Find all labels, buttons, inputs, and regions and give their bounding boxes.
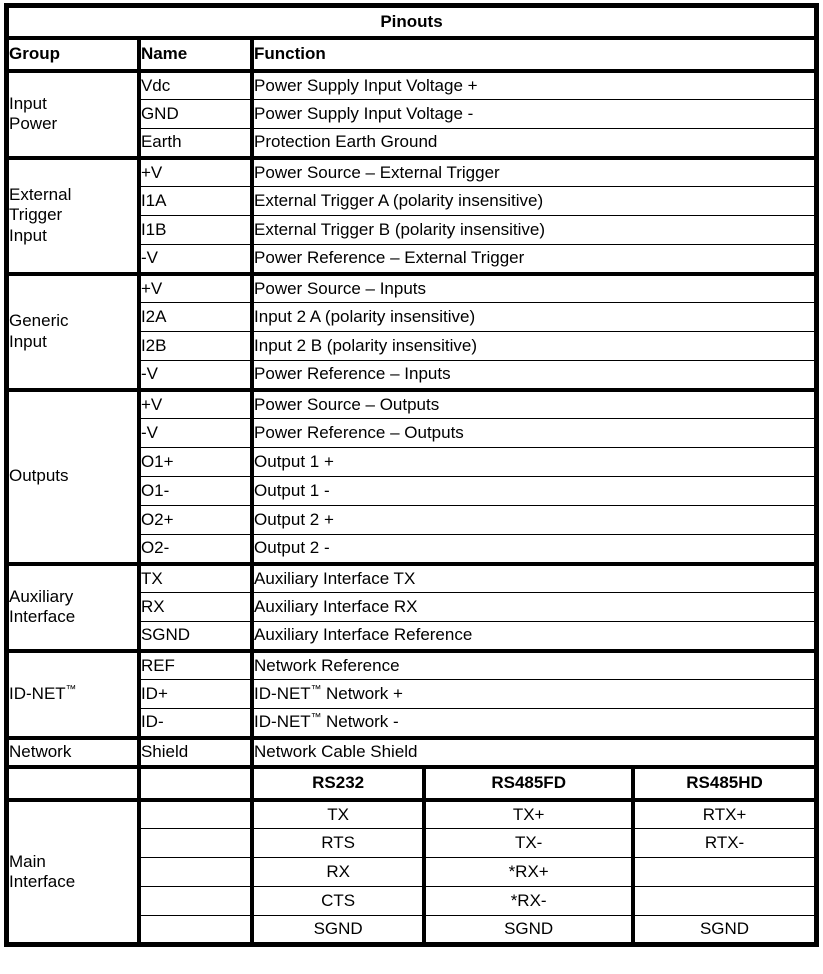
pin-function-cell: ID-NET™ Network -	[252, 709, 816, 738]
pin-function-cell: Power Reference – External Trigger	[252, 245, 816, 274]
group-label-cell	[7, 274, 139, 390]
main-interface-header-rs485hd: RS485HD	[633, 767, 816, 800]
main-interface-rs485fd-cell: TX-	[424, 829, 633, 858]
pin-name-cell: -V	[139, 361, 252, 390]
pin-function-cell: Network Cable Shield	[252, 738, 816, 767]
group-label-cell	[7, 738, 139, 767]
pin-name-cell: Vdc	[139, 71, 252, 100]
group-label-line: Input	[9, 93, 47, 113]
main-interface-rs485fd-cell: *RX-	[424, 887, 633, 916]
pin-function-cell: External Trigger B (polarity insensitive)	[252, 216, 816, 245]
main-interface-rs485hd-cell	[633, 887, 816, 916]
group-label-line: Interface	[9, 871, 76, 891]
main-interface-name-blank-cell	[139, 800, 252, 829]
group-label-line: Trigger	[9, 205, 63, 225]
group-label-line: External	[9, 185, 72, 205]
group-label-cell	[7, 158, 139, 274]
main-interface-rs485hd-cell: SGND	[633, 916, 816, 945]
pin-function-cell: Power Source – External Trigger	[252, 158, 816, 187]
main-interface-rs232-cell: RTS	[252, 829, 424, 858]
table-row	[7, 564, 817, 593]
pin-name-cell: TX	[139, 564, 252, 593]
pin-name-cell: Shield	[139, 738, 252, 767]
pin-function-cell: Auxiliary Interface TX	[252, 564, 816, 593]
pin-function-cell: Power Source – Inputs	[252, 274, 816, 303]
group-label-line: Main	[9, 851, 46, 871]
group-label-line: Network	[9, 741, 72, 761]
pin-name-cell: O2+	[139, 506, 252, 535]
group-label-line: Interface	[9, 607, 76, 626]
main-interface-rs485fd-cell: TX+	[424, 800, 633, 829]
group-label-cell	[7, 390, 139, 564]
pin-name-cell: +V	[139, 390, 252, 419]
group-label-line: Generic	[9, 311, 69, 331]
table-row	[7, 651, 817, 680]
main-interface-rs485hd-cell: RTX-	[633, 829, 816, 858]
main-interface-rs232-cell: CTS	[252, 887, 424, 916]
pin-function-cell: Output 1 -	[252, 477, 816, 506]
pinouts-table-body	[7, 6, 817, 945]
main-interface-group-blank	[7, 767, 139, 800]
main-interface-rs232-cell: RX	[252, 858, 424, 887]
table-row	[7, 158, 817, 187]
pin-name-cell: I1A	[139, 187, 252, 216]
main-interface-name-blank-cell	[139, 916, 252, 945]
pin-name-cell: O2-	[139, 535, 252, 564]
group-label-cell	[7, 564, 139, 651]
group-label-line: Input	[9, 225, 47, 245]
pin-name-cell: O1+	[139, 448, 252, 477]
table-title: Pinouts	[7, 6, 817, 38]
pin-name-cell: RX	[139, 593, 252, 622]
group-label-line: Input	[9, 331, 47, 351]
pin-function-cell: Output 1 +	[252, 448, 816, 477]
pin-name-cell: GND	[139, 100, 252, 129]
trademark-symbol: ™	[310, 683, 322, 696]
pin-function-cell: Power Reference – Inputs	[252, 361, 816, 390]
pin-function-cell: Output 2 +	[252, 506, 816, 535]
main-interface-row	[7, 800, 817, 829]
group-label-cell	[7, 71, 139, 158]
main-interface-name-blank	[139, 767, 252, 800]
pin-name-cell: I1B	[139, 216, 252, 245]
main-interface-header-rs485fd: RS485FD	[424, 767, 633, 800]
table-row	[7, 738, 817, 767]
main-interface-rs485fd-cell: *RX+	[424, 858, 633, 887]
pin-name-cell: ID-	[139, 709, 252, 738]
pin-name-cell: O1-	[139, 477, 252, 506]
pin-function-cell: Power Supply Input Voltage -	[252, 100, 816, 129]
main-interface-rs485hd-cell: RTX+	[633, 800, 816, 829]
trademark-symbol: ™	[65, 683, 77, 696]
pin-function-cell: Protection Earth Ground	[252, 129, 816, 158]
pin-name-cell: ID+	[139, 680, 252, 709]
pin-function-cell: Output 2 -	[252, 535, 816, 564]
pin-function-cell: Power Source – Outputs	[252, 390, 816, 419]
group-label-line: Outputs	[9, 466, 69, 486]
pin-name-cell: -V	[139, 419, 252, 448]
main-interface-rs232-cell: SGND	[252, 916, 424, 945]
column-header-function: Function	[252, 38, 816, 71]
column-header-name: Name	[139, 38, 252, 71]
pin-name-cell: +V	[139, 158, 252, 187]
pin-function-cell: Network Reference	[252, 651, 816, 680]
pinouts-table	[4, 3, 819, 947]
main-interface-rs485fd-cell: SGND	[424, 916, 633, 945]
pin-name-cell: REF	[139, 651, 252, 680]
table-row	[7, 71, 817, 100]
table-row	[7, 274, 817, 303]
pin-function-cell: Auxiliary Interface Reference	[252, 622, 816, 651]
pin-name-cell: +V	[139, 274, 252, 303]
pin-name-cell: -V	[139, 245, 252, 274]
pin-name-cell: I2A	[139, 303, 252, 332]
pin-name-cell: Earth	[139, 129, 252, 158]
pin-function-cell: Auxiliary Interface RX	[252, 593, 816, 622]
main-interface-subheader-row	[7, 767, 817, 800]
pin-function-cell: Power Reference – Outputs	[252, 419, 816, 448]
pin-function-cell: ID-NET™ Network +	[252, 680, 816, 709]
group-label-line: Power	[9, 114, 58, 133]
main-interface-rs232-cell: TX	[252, 800, 424, 829]
pin-name-cell: SGND	[139, 622, 252, 651]
main-interface-header-rs232: RS232	[252, 767, 424, 800]
pin-function-cell: Input 2 A (polarity insensitive)	[252, 303, 816, 332]
main-interface-rs485hd-cell	[633, 858, 816, 887]
main-interface-name-blank-cell	[139, 887, 252, 916]
main-interface-name-blank-cell	[139, 829, 252, 858]
main-interface-name-blank-cell	[139, 858, 252, 887]
pin-name-cell: I2B	[139, 332, 252, 361]
pin-function-cell: Input 2 B (polarity insensitive)	[252, 332, 816, 361]
trademark-symbol: ™	[310, 711, 322, 724]
pin-function-cell: External Trigger A (polarity insensitive)	[252, 187, 816, 216]
main-interface-group-label-cell	[7, 800, 139, 945]
column-header-row	[7, 38, 817, 71]
group-label-cell	[7, 651, 139, 738]
table-title-row	[7, 6, 817, 38]
group-label-line: Auxiliary	[9, 586, 74, 606]
pin-function-cell: Power Supply Input Voltage +	[252, 71, 816, 100]
table-row	[7, 390, 817, 419]
group-label-line: ID-NET™	[9, 683, 77, 703]
column-header-group: Group	[7, 38, 139, 71]
